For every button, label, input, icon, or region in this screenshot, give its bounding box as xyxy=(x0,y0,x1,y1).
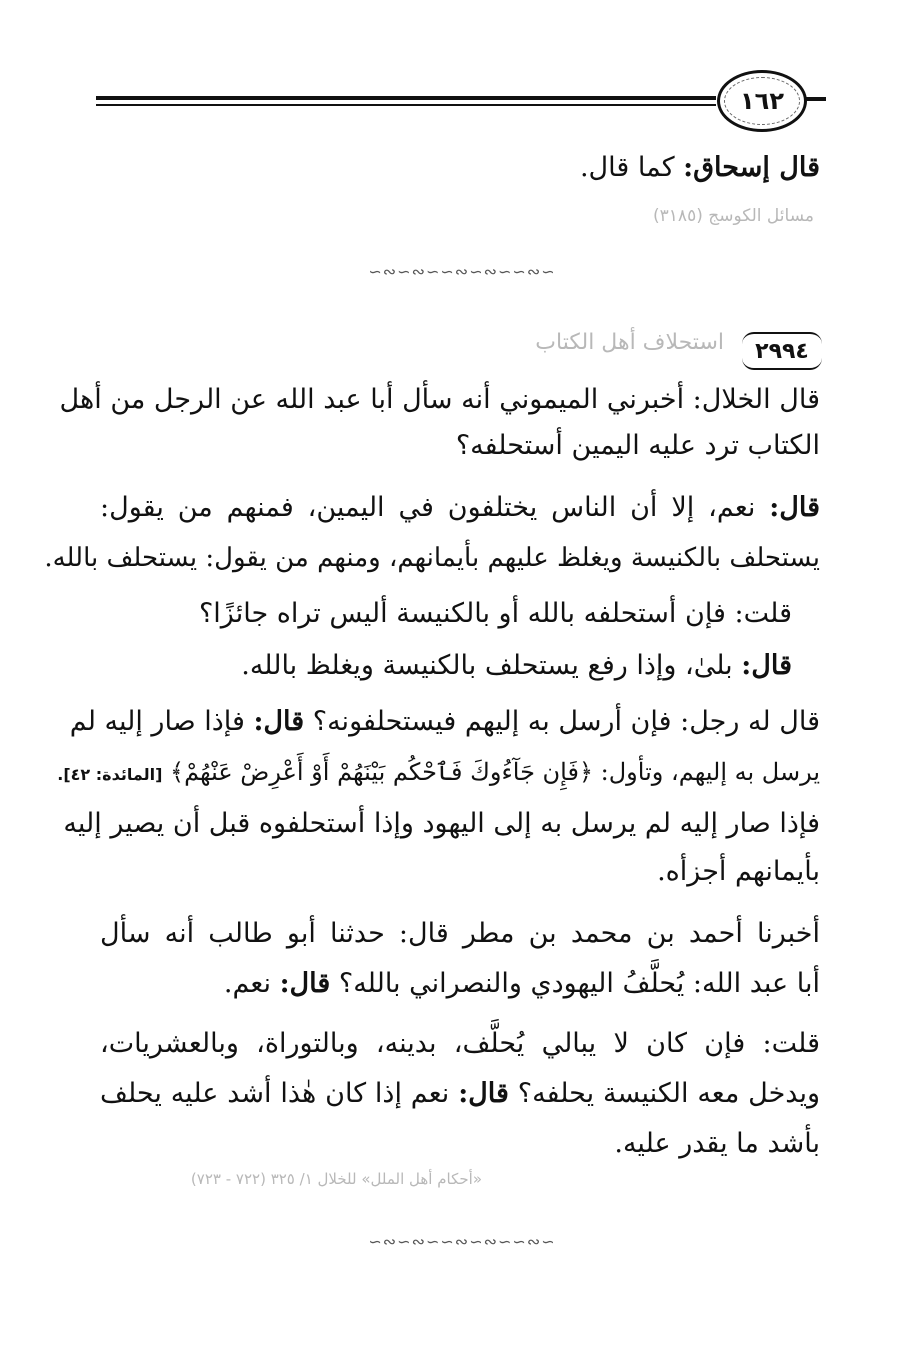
entry-title: استحلاف أهل الكتاب xyxy=(535,330,724,355)
qala-label: قال: xyxy=(253,706,305,737)
section-divider-ornament: ∽∾∽∾∽∽∾∽∾∽∽∾∽ xyxy=(368,262,556,281)
paragraph-1-line-1: قال الخلال: أخبرني الميموني أنه سأل أبا عبد الله عن الرجل من أهل xyxy=(59,384,820,415)
paragraph-5-line-4: بأيمانهم أجزأه. xyxy=(657,856,820,887)
paragraph-6-text-b: نعم. xyxy=(223,968,280,999)
page-number: ١٦٢ xyxy=(717,70,807,132)
paragraph-6-line-1: أخبرنا أحمد بن محمد بن مطر قال: حدثنا أبو طالب أنه سأل xyxy=(100,918,820,949)
entry-number: ٢٩٩٤ xyxy=(742,332,822,370)
paragraph-4-line-1 xyxy=(241,646,792,686)
paragraph-7-text-a: ويدخل معه الكنيسة يحلفه؟ xyxy=(508,1078,821,1109)
verse-reference: [المائدة: ٤٢]. xyxy=(57,765,163,784)
paragraph-6-line-2 xyxy=(224,964,820,1004)
quran-verse: يرسل به إليهم، وتأول: ﴿فَإِن جَآءُوكَ فَٱحْكُم بَيْنَهُمْ أَوْ أَعْرِضْ عَنْهُمْ﴾ xyxy=(162,758,820,786)
qala-label: قال: xyxy=(279,968,331,999)
source-citation-2: «أحكام أهل الملل» للخلال ١/ ٣٢٥ (٧٢٢ - ٧٢٣) xyxy=(190,1170,482,1188)
paragraph-2-text: نعم، إلا أن الناس يختلفون في اليمين، فمنهم من يقول: xyxy=(100,492,770,523)
header-rule-thick xyxy=(96,96,716,100)
paragraph-4-text: بلىٰ، وإذا رفع يستحلف بالكنيسة ويغلظ بالله. xyxy=(241,650,742,681)
paragraph-7-line-1: قلت: فإن كان لا يبالي يُحلَّف، بدينه، وبالتوراة، وبالعشريات، xyxy=(100,1028,820,1059)
qala-label: قال: xyxy=(741,650,792,681)
qala-label: قال: xyxy=(769,492,820,523)
section-divider-ornament-bottom: ∽∾∽∾∽∽∾∽∾∽∽∾∽ xyxy=(368,1232,556,1251)
ishaq-text: كما قال. xyxy=(579,152,684,183)
paragraph-2-line-1 xyxy=(100,488,820,528)
paragraph-5-line-2 xyxy=(57,752,820,795)
source-citation-1: مسائل الكوسج (٣١٨٥) xyxy=(653,206,814,226)
header-rule-thin xyxy=(96,104,716,106)
ishaq-label: قال إسحاق: xyxy=(683,152,820,183)
paragraph-7-line-2 xyxy=(100,1074,820,1114)
paragraph-7-line-3: بأشد ما يقدر عليه. xyxy=(614,1128,820,1159)
paragraph-5-line-1 xyxy=(69,702,820,742)
paragraph-5-text-b: فإذا صار إليه لم xyxy=(69,706,254,737)
paragraph-6-text-a: أبا عبد الله: يُحلَّفُ اليهودي والنصراني بالله؟ xyxy=(330,968,820,999)
paragraph-7-text-b: نعم إذا كان هٰذا أشد عليه يحلف xyxy=(100,1078,459,1109)
paragraph-2-line-2: يستحلف بالكنيسة ويغلظ عليهم بأيمانهم، ومنهم من يقول: يستحلف بالله. xyxy=(44,543,820,573)
qala-label: قال: xyxy=(458,1078,509,1109)
paragraph-5-text-a: قال له رجل: فإن أرسل به إليهم فيستحلفونه؟ xyxy=(304,706,820,737)
ishaq-line xyxy=(580,148,820,188)
paragraph-1-line-2: الكتاب ترد عليه اليمين أستحلفه؟ xyxy=(455,430,820,461)
paragraph-3-line-1: قلت: فإن أستحلفه بالله أو بالكنيسة أليس تراه جائزًا؟ xyxy=(198,598,792,629)
paragraph-5-line-3: فإذا صار إليه لم يرسل به إلى اليهود وإذا أستحلفوه قبل أن يصير إليه xyxy=(63,808,820,839)
